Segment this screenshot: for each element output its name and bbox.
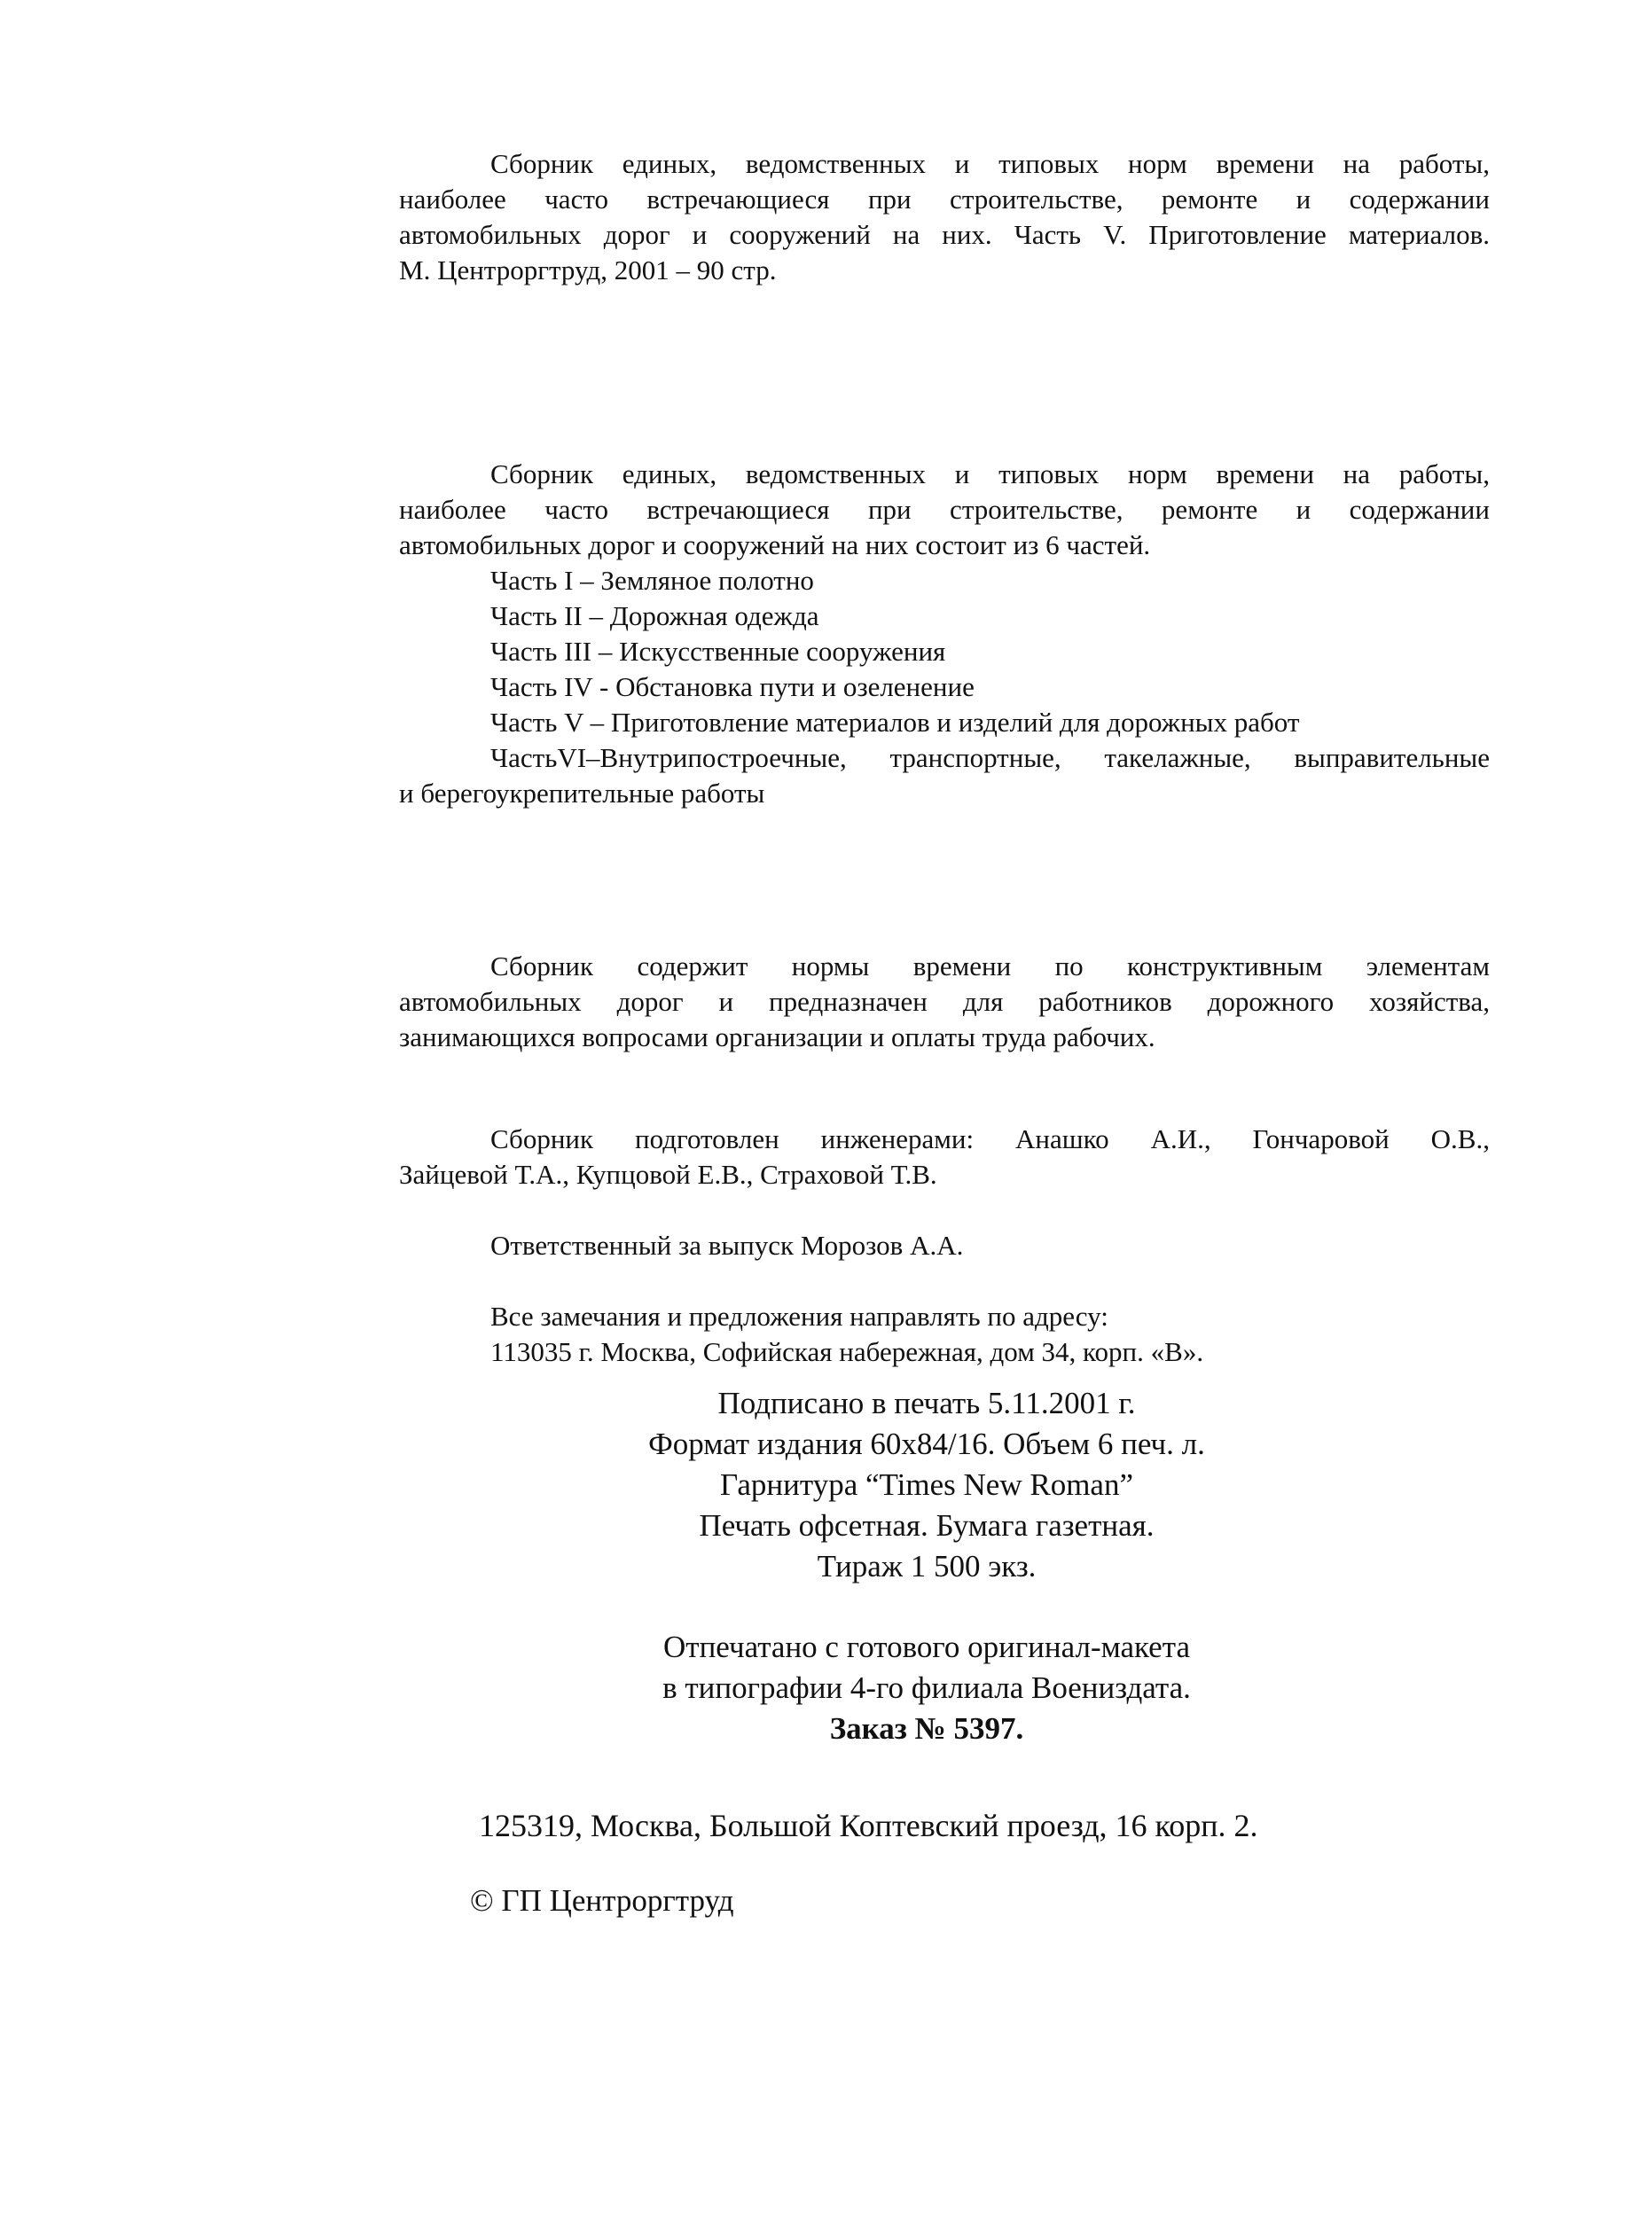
part-item: Часть IV - Обстановка пути и озеленение (490, 671, 975, 702)
press-address-line: 125319, Москва, Большой Коптевский проезд, 16 корп. 2. (479, 1808, 1258, 1843)
part-item: ЧастьVI–Внутрипостроечные, транспортные, такелажные, выправительные (490, 742, 1490, 773)
bibliography-line-3: автомобильных дорог и сооружений на них. Часть V. Приготовление материалов. (399, 219, 1490, 250)
printing-line-2: в типографии 4-го филиала Воениздата. (662, 1670, 1191, 1705)
parts-continuation: и берегоукрепительные работы (399, 778, 765, 809)
part-item: Часть V – Приготовление материалов и изделий для дорожных работ (490, 707, 1300, 738)
responsible-line: Ответственный за выпуск Морозов А.А. (490, 1230, 964, 1261)
address-note (399, 1299, 1490, 1370)
purpose-line-2: автомобильных дорог и предназначен для работников дорожного хозяйства, (399, 986, 1490, 1017)
part-item: Часть III – Искусственные сооружения (490, 636, 946, 667)
copyright-line: © ГП Центроргтруд (470, 1883, 734, 1918)
address-note-line-1: Все замечания и предложения направлять по адресу: (490, 1301, 1108, 1332)
imprint-signed: Подписано в печать 5.11.2001 г. (717, 1386, 1136, 1420)
bibliography-line-1: Сборник единых, ведомственных и типовых норм времени на работы, (490, 148, 1490, 179)
bibliography-line-2: наиболее часто встречающиеся при строительстве, ремонте и содержании (399, 184, 1490, 215)
printing-line-1: Отпечатано с готового оригинал-макета (663, 1630, 1190, 1664)
authors-line-2: Зайцевой Т.А., Купцовой Е.В., Страховой Т.В. (399, 1159, 937, 1190)
authors-line-1: Сборник подготовлен инженерами: Анашко А.И., Гончаровой О.В., (490, 1123, 1490, 1154)
parts-list (399, 563, 1490, 811)
copyright (470, 1880, 1091, 1922)
printing-house (399, 1627, 1454, 1749)
contents-intro-line-3: автомобильных дорог и сооружений на них состоит из 6 частей. (399, 529, 1151, 560)
imprint-typeface: Гарнитура “Times New Roman” (720, 1467, 1133, 1502)
part-item: Часть I – Земляное полотно (490, 565, 814, 596)
printing-order: Заказ № 5397. (829, 1711, 1024, 1746)
contents-intro (399, 457, 1490, 563)
purpose-paragraph (399, 949, 1490, 1055)
imprint (399, 1383, 1454, 1587)
purpose-line-1: Сборник содержит нормы времени по конструктивным элементам (490, 950, 1490, 981)
bibliography-line-4: М. Центроргтруд, 2001 – 90 стр. (399, 254, 777, 285)
bibliographic-description (399, 146, 1490, 288)
imprint-format: Формат издания 60x84/16. Объем 6 печ. л. (648, 1427, 1205, 1461)
authors-paragraph (399, 1122, 1490, 1193)
imprint-print: Печать офсетная. Бумага газетная. (699, 1508, 1155, 1543)
contents-intro-line-1: Сборник единых, ведомственных и типовых норм времени на работы, (490, 458, 1490, 489)
contents-intro-line-2: наиболее часто встречающиеся при строительстве, ремонте и содержании (399, 494, 1490, 525)
part-item: Часть II – Дорожная одежда (490, 600, 819, 631)
purpose-line-3: занимающихся вопросами организации и оплаты труда рабочих. (399, 1021, 1155, 1052)
responsible-editor (399, 1228, 1490, 1263)
press-address (479, 1804, 1490, 1847)
address-note-line-2: 113035 г. Москва, Софийская набережная, дом 34, корп. «В». (490, 1336, 1204, 1367)
imprint-circulation: Тираж 1 500 экз. (817, 1549, 1037, 1584)
